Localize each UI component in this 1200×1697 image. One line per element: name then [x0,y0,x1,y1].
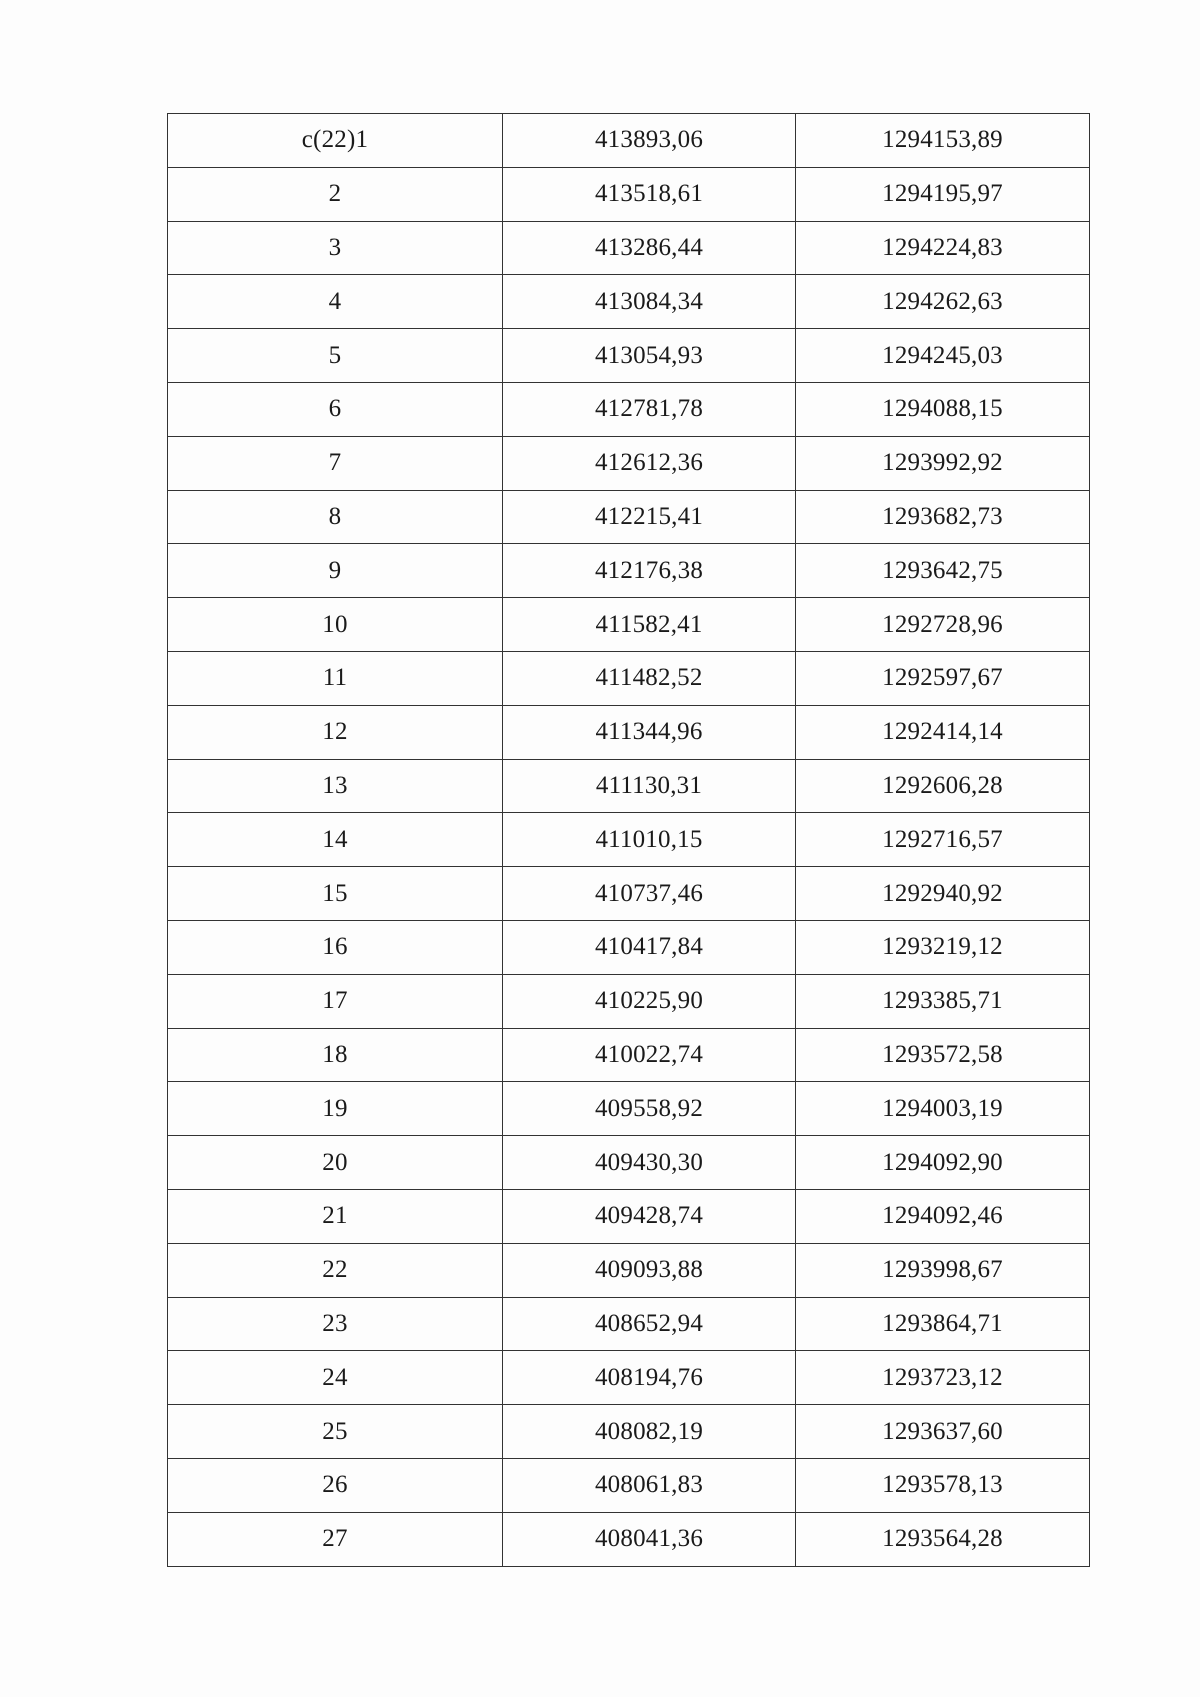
point-number-cell: 27 [168,1512,503,1566]
point-number-cell: 10 [168,598,503,652]
table-row [168,1082,1090,1136]
x-coordinate-cell: 412781,78 [503,382,796,436]
x-coordinate-cell: 410417,84 [503,920,796,974]
table-row [168,1351,1090,1405]
coordinates-table-body [168,114,1090,1567]
x-coordinate-cell: 409558,92 [503,1082,796,1136]
x-coordinate-cell: 412612,36 [503,436,796,490]
point-number-cell: 3 [168,221,503,275]
point-number-cell: 17 [168,974,503,1028]
x-coordinate-cell: 408061,83 [503,1458,796,1512]
x-coordinate-cell: 411482,52 [503,651,796,705]
y-coordinate-cell: 1294003,19 [796,1082,1090,1136]
y-coordinate-cell: 1294195,97 [796,167,1090,221]
x-coordinate-cell: 412215,41 [503,490,796,544]
y-coordinate-cell: 1294092,90 [796,1136,1090,1190]
point-number-cell: 13 [168,759,503,813]
point-number-cell: 19 [168,1082,503,1136]
table-row [168,114,1090,168]
table-row [168,598,1090,652]
x-coordinate-cell: 413084,34 [503,275,796,329]
y-coordinate-cell: 1293564,28 [796,1512,1090,1566]
table-row [168,382,1090,436]
table-row [168,920,1090,974]
x-coordinate-cell: 408082,19 [503,1405,796,1459]
y-coordinate-cell: 1293637,60 [796,1405,1090,1459]
y-coordinate-cell: 1293642,75 [796,544,1090,598]
table-row [168,1136,1090,1190]
y-coordinate-cell: 1293723,12 [796,1351,1090,1405]
table-row [168,705,1090,759]
y-coordinate-cell: 1294224,83 [796,221,1090,275]
table-row [168,651,1090,705]
y-coordinate-cell: 1292728,96 [796,598,1090,652]
y-coordinate-cell: 1293998,67 [796,1243,1090,1297]
point-number-cell: 16 [168,920,503,974]
table-row [168,1458,1090,1512]
point-number-cell: 12 [168,705,503,759]
y-coordinate-cell: 1292414,14 [796,705,1090,759]
coordinates-table [167,113,1090,1567]
table-row [168,167,1090,221]
point-number-cell: 26 [168,1458,503,1512]
y-coordinate-cell: 1294153,89 [796,114,1090,168]
y-coordinate-cell: 1293864,71 [796,1297,1090,1351]
point-number-cell: 4 [168,275,503,329]
x-coordinate-cell: 413054,93 [503,329,796,383]
x-coordinate-cell: 409428,74 [503,1189,796,1243]
x-coordinate-cell: 413893,06 [503,114,796,168]
table-row [168,1189,1090,1243]
x-coordinate-cell: 408041,36 [503,1512,796,1566]
point-number-cell: 8 [168,490,503,544]
y-coordinate-cell: 1292606,28 [796,759,1090,813]
y-coordinate-cell: 1293385,71 [796,974,1090,1028]
y-coordinate-cell: 1294245,03 [796,329,1090,383]
point-number-cell: 11 [168,651,503,705]
table-row [168,759,1090,813]
table-row [168,436,1090,490]
x-coordinate-cell: 413518,61 [503,167,796,221]
y-coordinate-cell: 1292597,67 [796,651,1090,705]
y-coordinate-cell: 1293578,13 [796,1458,1090,1512]
point-number-cell: 9 [168,544,503,598]
table-row [168,813,1090,867]
point-number-cell: 18 [168,1028,503,1082]
point-number-cell: 22 [168,1243,503,1297]
x-coordinate-cell: 411130,31 [503,759,796,813]
x-coordinate-cell: 408652,94 [503,1297,796,1351]
table-row [168,867,1090,921]
point-number-cell: 6 [168,382,503,436]
x-coordinate-cell: 409430,30 [503,1136,796,1190]
point-number-cell: 14 [168,813,503,867]
x-coordinate-cell: 413286,44 [503,221,796,275]
table-row [168,1243,1090,1297]
table-row [168,275,1090,329]
x-coordinate-cell: 411344,96 [503,705,796,759]
x-coordinate-cell: 410225,90 [503,974,796,1028]
table-row [168,490,1090,544]
x-coordinate-cell: 410737,46 [503,867,796,921]
point-number-cell: 2 [168,167,503,221]
x-coordinate-cell: 409093,88 [503,1243,796,1297]
point-number-cell: 21 [168,1189,503,1243]
table-row [168,1028,1090,1082]
point-number-cell: c(22)1 [168,114,503,168]
x-coordinate-cell: 412176,38 [503,544,796,598]
x-coordinate-cell: 410022,74 [503,1028,796,1082]
y-coordinate-cell: 1292940,92 [796,867,1090,921]
x-coordinate-cell: 408194,76 [503,1351,796,1405]
y-coordinate-cell: 1294088,15 [796,382,1090,436]
x-coordinate-cell: 411582,41 [503,598,796,652]
y-coordinate-cell: 1294092,46 [796,1189,1090,1243]
point-number-cell: 23 [168,1297,503,1351]
point-number-cell: 24 [168,1351,503,1405]
y-coordinate-cell: 1293992,92 [796,436,1090,490]
y-coordinate-cell: 1294262,63 [796,275,1090,329]
point-number-cell: 5 [168,329,503,383]
point-number-cell: 15 [168,867,503,921]
point-number-cell: 7 [168,436,503,490]
table-row [168,1405,1090,1459]
y-coordinate-cell: 1293219,12 [796,920,1090,974]
x-coordinate-cell: 411010,15 [503,813,796,867]
table-row [168,974,1090,1028]
table-row [168,544,1090,598]
table-row [168,1512,1090,1566]
table-row [168,329,1090,383]
point-number-cell: 25 [168,1405,503,1459]
table-row [168,221,1090,275]
point-number-cell: 20 [168,1136,503,1190]
table-row [168,1297,1090,1351]
y-coordinate-cell: 1293572,58 [796,1028,1090,1082]
y-coordinate-cell: 1293682,73 [796,490,1090,544]
y-coordinate-cell: 1292716,57 [796,813,1090,867]
